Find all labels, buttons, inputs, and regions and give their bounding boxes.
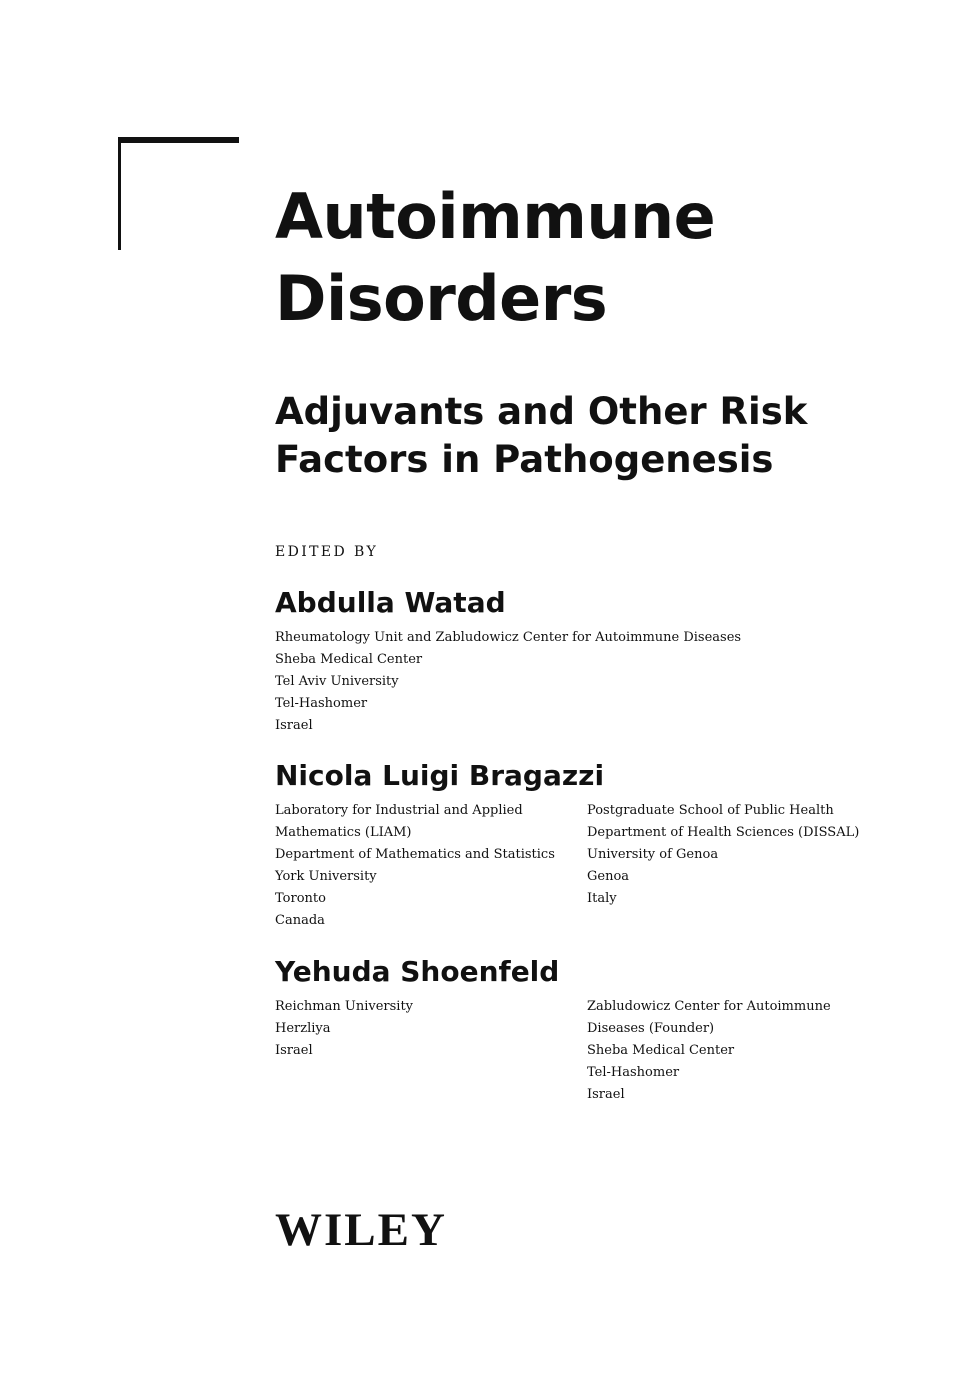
editor-affiliation-bragazzi-col2 [587, 800, 859, 910]
affiliation-line: Tel-Hashomer [587, 1065, 680, 1080]
editor-affiliation-shoenfeld-col1 [275, 996, 413, 1062]
editor-affiliation-watad [275, 627, 741, 737]
affiliation-line: Italy [587, 891, 617, 906]
editor-name-shoenfeld: Yehuda Shoenfeld [275, 955, 560, 988]
publisher-logo: WILEY [275, 1204, 447, 1256]
affiliation-line: Israel [275, 1043, 313, 1058]
affiliation-line: Laboratory for Industrial and Applied [275, 803, 523, 818]
affiliation-line: Postgraduate School of Public Health [587, 803, 834, 818]
editor-name-watad: Abdulla Watad [275, 586, 506, 619]
book-title-line-2: Disorders [275, 262, 608, 335]
affiliation-line: Israel [275, 718, 313, 733]
affiliation-line: Tel-Hashomer [275, 696, 368, 711]
editor-name-bragazzi: Nicola Luigi Bragazzi [275, 759, 605, 792]
book-title [275, 176, 715, 340]
editor-affiliation-bragazzi-col1 [275, 800, 555, 932]
affiliation-line: Toronto [275, 891, 326, 906]
affiliation-line: Department of Mathematics and Statistics [275, 847, 555, 862]
editor-affiliation-shoenfeld-col2 [587, 996, 831, 1106]
corner-mark-vertical [118, 137, 121, 250]
affiliation-line: Herzliya [275, 1021, 331, 1036]
book-subtitle-line-1: Adjuvants and Other Risk [275, 390, 808, 433]
affiliation-line: Canada [275, 913, 325, 928]
corner-mark-horizontal [118, 137, 239, 143]
affiliation-line: Department of Health Sciences (DISSAL) [587, 825, 860, 840]
affiliation-line: Reichman University [275, 999, 414, 1014]
affiliation-line: Zabludowicz Center for Autoimmune [587, 999, 831, 1014]
edited-by-label: EDITED BY [275, 544, 379, 560]
book-title-line-1: Autoimmune [275, 180, 716, 253]
affiliation-line: Genoa [587, 869, 630, 884]
affiliation-line: University of Genoa [587, 847, 719, 862]
affiliation-line: Rheumatology Unit and Zabludowicz Center for Autoimmune Diseases [275, 630, 742, 645]
affiliation-line: Israel [587, 1087, 625, 1102]
affiliation-line: Diseases (Founder) [587, 1021, 715, 1036]
affiliation-line: Tel Aviv University [275, 674, 399, 689]
affiliation-line: Sheba Medical Center [275, 652, 423, 667]
affiliation-line: York University [275, 869, 377, 884]
book-subtitle-line-2: Factors in Pathogenesis [275, 438, 774, 481]
book-subtitle [275, 388, 807, 484]
affiliation-line: Sheba Medical Center [587, 1043, 735, 1058]
affiliation-line: Mathematics (LIAM) [275, 825, 412, 840]
